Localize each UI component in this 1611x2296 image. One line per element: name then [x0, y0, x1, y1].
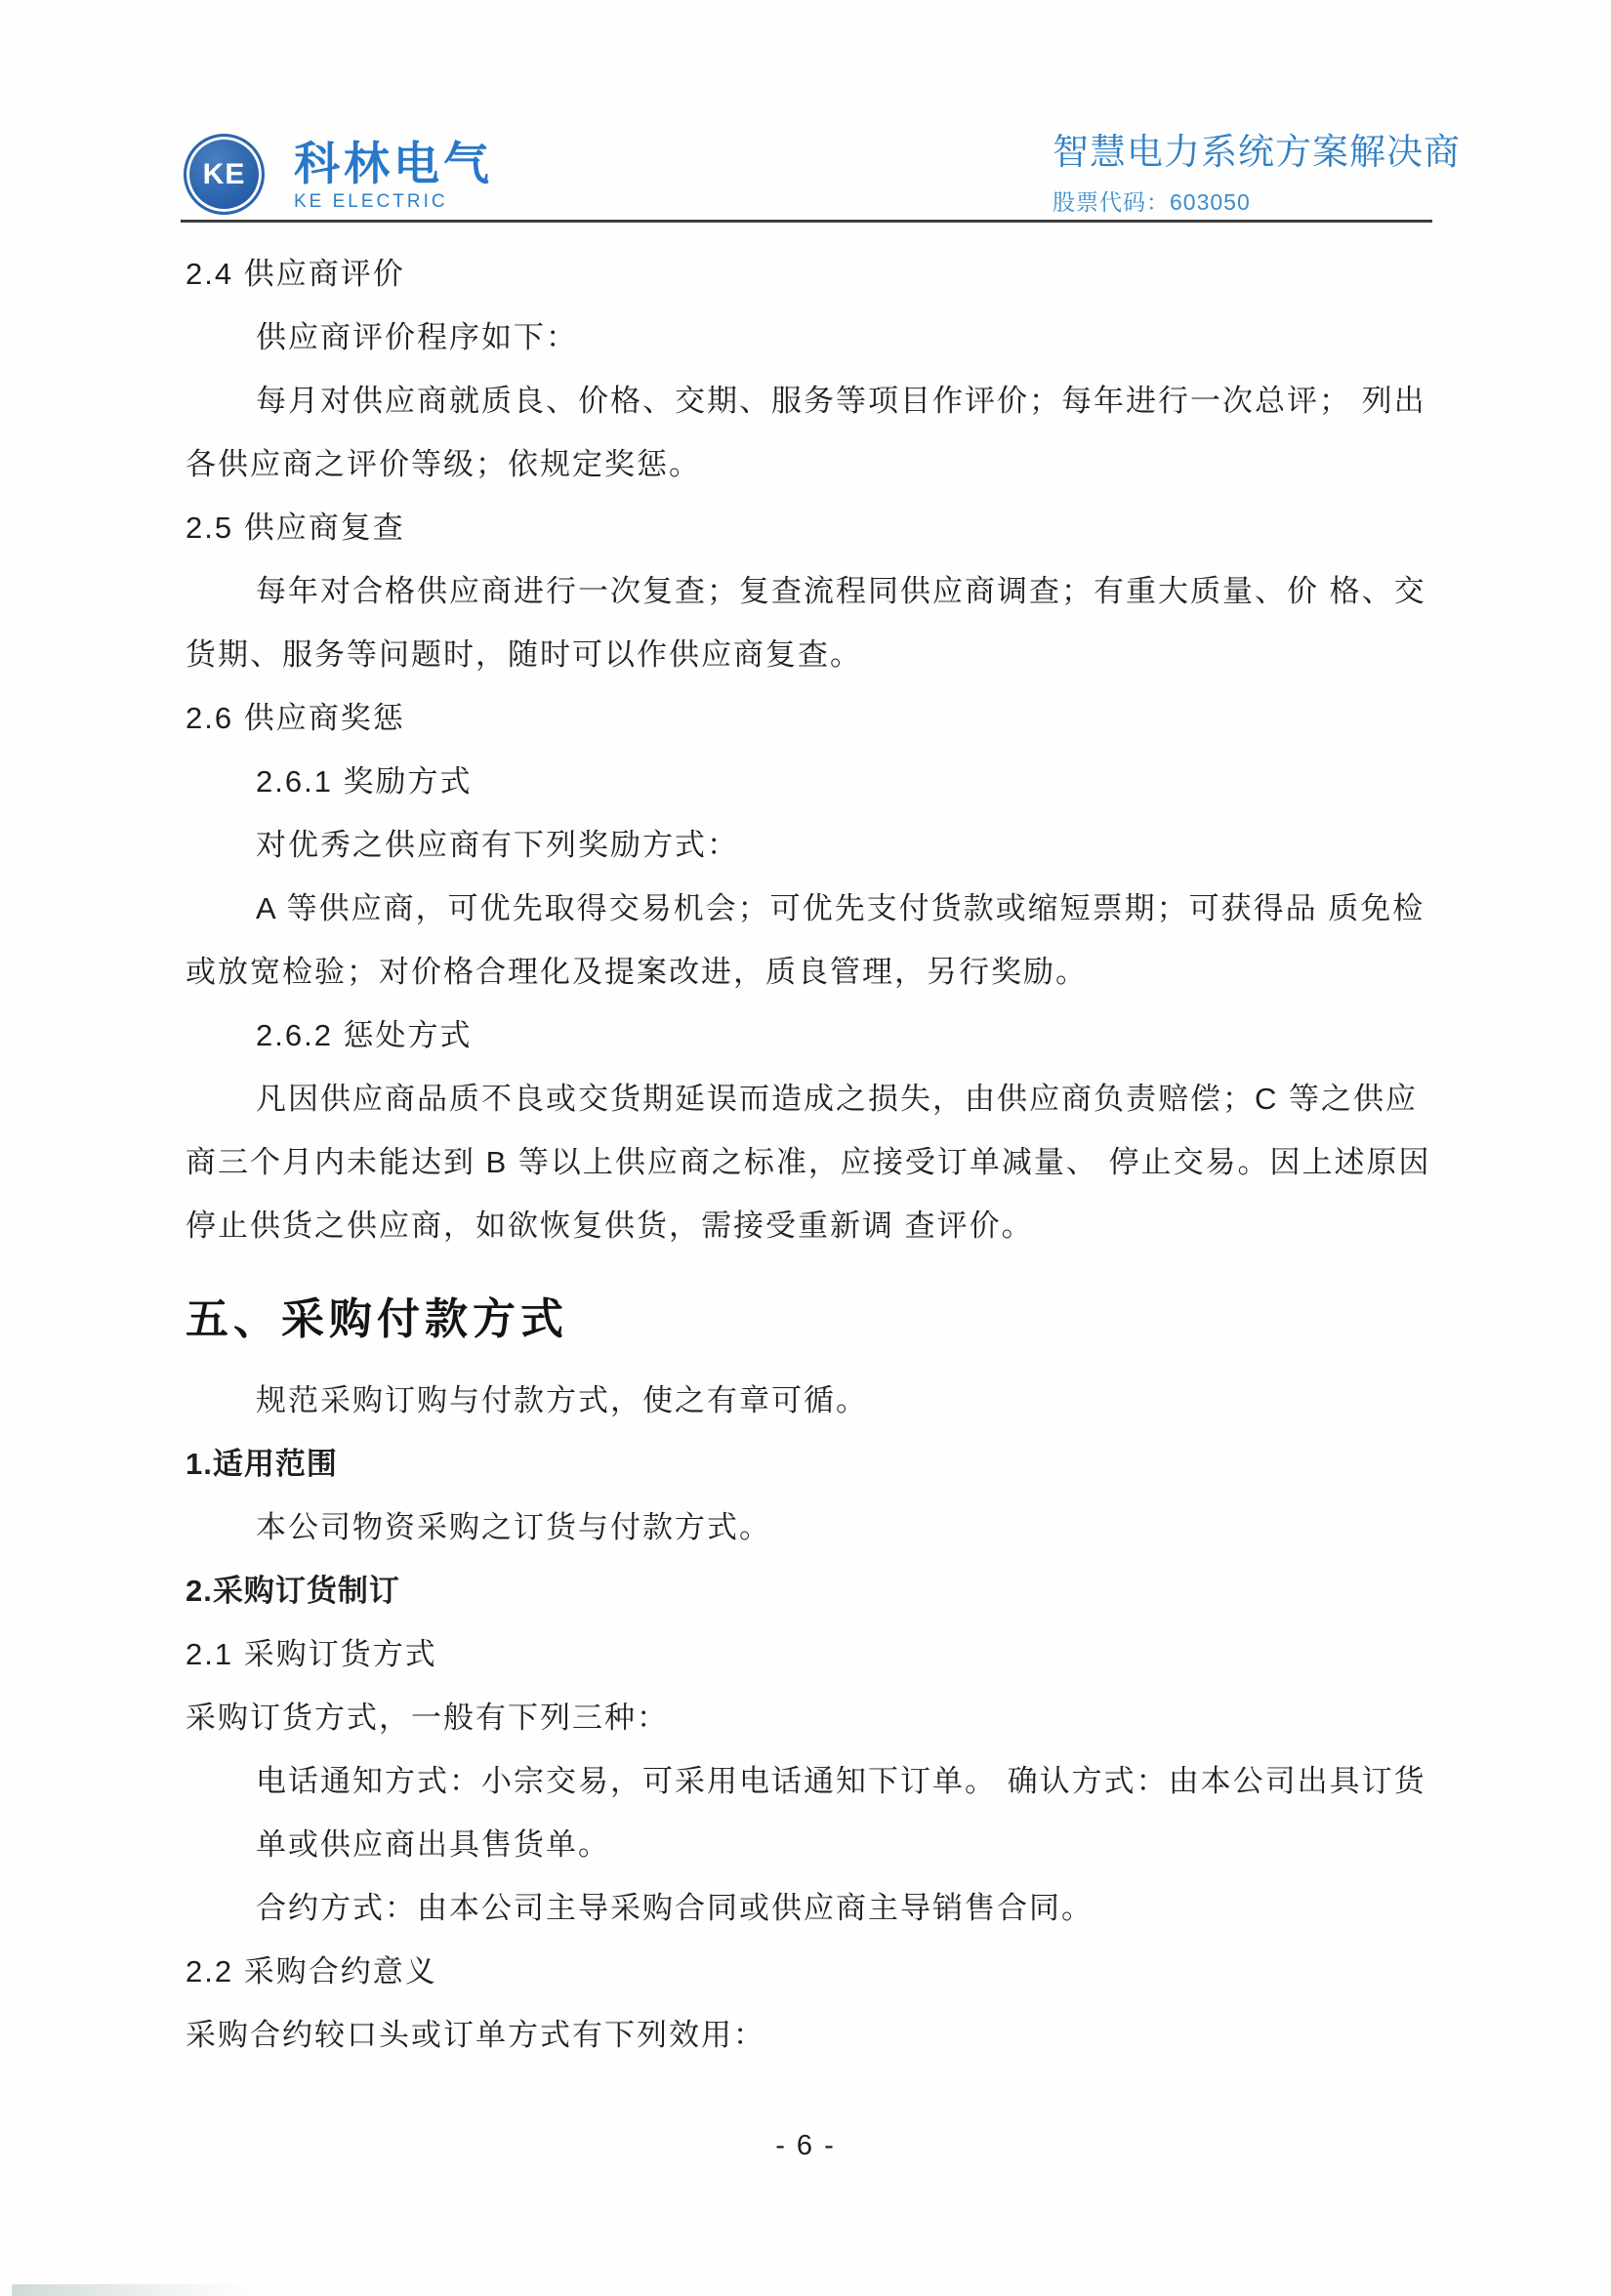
- text-line: 每年对合格供应商进行一次复查；复查流程同供应商调查；有重大质量、价 格、交: [256, 574, 1426, 608]
- text-line: 或放宽检验；对价格合理化及提案改进，质良管理，另行奖励。: [186, 955, 1088, 989]
- header-divider: [181, 220, 1432, 223]
- text-line: 电话通知方式：小宗交易，可采用电话通知下订单。 确认方式：由本公司出具订货: [256, 1764, 1426, 1798]
- text-line: 停止供货之供应商，如欲恢复供货，需接受重新调 查评价。: [186, 1209, 1034, 1243]
- ke-logo-icon: [184, 134, 265, 215]
- document-body: [186, 242, 1455, 2067]
- text-line: 单或供应商出具售货单。: [256, 1827, 610, 1862]
- sub-heading: 2.采购订货制订: [186, 1574, 400, 1608]
- text-line: 本公司物资采购之订货与付款方式。: [256, 1510, 771, 1544]
- section-heading: 五、采购付款方式: [186, 1295, 568, 1343]
- text-line: 货期、服务等问题时，随时可以作供应商复查。: [186, 637, 862, 672]
- text-line: 2.6 供应商奖惩: [186, 701, 405, 735]
- text-line: 2.5 供应商复查: [186, 511, 405, 545]
- text-line: 2.6.1 奖励方式: [256, 764, 473, 799]
- text-line: 采购订货方式，一般有下列三种：: [186, 1701, 669, 1735]
- text-line: 2.4 供应商评价: [186, 257, 405, 291]
- company-slogan: 智慧电力系统方案解决商: [1053, 132, 1461, 172]
- brand-name-english: KE ELECTRIC: [294, 191, 448, 212]
- stock-code: 股票代码：603050: [1053, 189, 1251, 215]
- text-line: 合约方式：由本公司主导采购合同或供应商主导销售合同。: [256, 1891, 1094, 1925]
- header-right-block: [1053, 133, 1461, 217]
- text-line: 2.1 采购订货方式: [186, 1637, 437, 1671]
- text-line: 2.6.2 惩处方式: [256, 1018, 473, 1052]
- brand-name-chinese: 科林电气: [294, 138, 493, 189]
- text-line: 2.2 采购合约意义: [186, 1954, 437, 1988]
- text-line: 凡因供应商品质不良或交货期延误而造成之损失，由供应商负责赔偿；C 等之供应: [256, 1082, 1418, 1116]
- brand-text-block: [294, 139, 493, 213]
- page-footer: [0, 2130, 1611, 2162]
- text-line: 采购合约较口头或订单方式有下列效用：: [186, 2018, 765, 2052]
- scan-artifact: [12, 2284, 256, 2296]
- text-line: 各供应商之评价等级；依规定奖惩。: [186, 447, 701, 481]
- logo-badge-text: KE: [202, 157, 246, 190]
- page-number: - 6 -: [775, 2130, 836, 2161]
- sub-heading: 1.适用范围: [186, 1447, 338, 1481]
- text-line: A 等供应商，可优先取得交易机会；可优先支付货款或缩短票期；可获得品 质免检: [256, 891, 1425, 925]
- text-line: 规范采购订购与付款方式，使之有章可循。: [256, 1383, 868, 1417]
- text-line: 供应商评价程序如下：: [256, 320, 578, 354]
- text-line: 对优秀之供应商有下列奖励方式：: [256, 828, 739, 862]
- text-line: 商三个月内未能达到 B 等以上供应商之标准，应接受订单减量、 停止交易。因上述原因: [186, 1145, 1431, 1179]
- text-line: 每月对供应商就质良、价格、交期、服务等项目作评价；每年进行一次总评； 列出: [256, 384, 1426, 418]
